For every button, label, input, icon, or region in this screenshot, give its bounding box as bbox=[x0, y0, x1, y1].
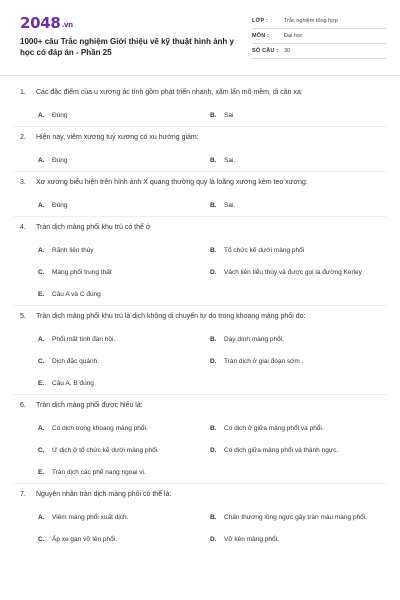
option-letter: E. bbox=[38, 468, 45, 476]
option-letter: C. bbox=[38, 268, 45, 276]
answer-option[interactable] bbox=[38, 356, 210, 366]
question-stem bbox=[14, 178, 386, 192]
question-number: 4. bbox=[20, 224, 26, 231]
option-letter: D. bbox=[210, 268, 217, 276]
option-text: Đúng bbox=[52, 156, 68, 164]
option-letter: A. bbox=[38, 156, 45, 164]
question-stem bbox=[14, 223, 386, 237]
option-text: Sai. bbox=[224, 201, 236, 209]
option-text: Có dịch ở giữa màng phổi và phổi. bbox=[224, 424, 324, 432]
question-item bbox=[14, 395, 386, 484]
answer-options bbox=[14, 245, 386, 299]
answer-option[interactable] bbox=[210, 334, 382, 344]
question-number: 6. bbox=[20, 402, 26, 409]
option-text: Chấn thương lồng ngực gây tràn máu màng phổi. bbox=[224, 513, 368, 521]
answer-option[interactable] bbox=[38, 467, 382, 477]
option-letter: C. bbox=[38, 535, 45, 543]
question-number: 3. bbox=[20, 179, 26, 186]
option-text: Phổi mất tính đàn hồi. bbox=[52, 335, 116, 343]
meta-row bbox=[252, 14, 386, 29]
option-letter: E. bbox=[38, 379, 45, 387]
meta-key: MÔN : bbox=[252, 33, 270, 39]
meta-row bbox=[252, 44, 386, 59]
option-text: Dịch đặc quánh. bbox=[52, 357, 99, 365]
logo-text: 2048 bbox=[20, 14, 61, 32]
option-text: Rãnh liên thùy bbox=[52, 246, 94, 254]
option-letter: A. bbox=[38, 201, 45, 209]
option-letter: D. bbox=[210, 357, 217, 365]
answer-option[interactable] bbox=[210, 423, 382, 433]
option-text: Có dịch giữa màng phổi và thành ngực. bbox=[224, 446, 339, 454]
question-list bbox=[14, 82, 386, 550]
answer-option[interactable] bbox=[38, 512, 210, 522]
answer-option[interactable] bbox=[210, 534, 382, 544]
option-text: Vỡ kén màng phổi. bbox=[224, 535, 279, 543]
answer-option[interactable] bbox=[38, 423, 210, 433]
option-text: Dày dính màng phổi. bbox=[224, 335, 284, 343]
question-text: Hiện nay, viêm xương tuỷ xương có xu hướng giảm: bbox=[36, 134, 199, 141]
option-text: Sai. bbox=[224, 156, 236, 164]
header-divider bbox=[0, 75, 400, 76]
question-stem bbox=[14, 401, 386, 415]
question-item bbox=[14, 172, 386, 217]
option-letter: B. bbox=[210, 335, 217, 343]
meta-value: Trắc nghiệm tổng hợp bbox=[284, 18, 338, 24]
question-text: Xơ xương biểu hiện trên hình ảnh X quang thường quy là loãng xương kèm teo xương: bbox=[36, 179, 308, 186]
answer-option[interactable] bbox=[210, 245, 382, 255]
option-letter: B. bbox=[210, 111, 217, 119]
answer-option[interactable] bbox=[38, 200, 210, 210]
option-text: Có dịch trong khoang màng phổi. bbox=[52, 424, 148, 432]
answer-option[interactable] bbox=[38, 155, 210, 165]
answer-option[interactable] bbox=[38, 378, 382, 388]
option-letter: D. bbox=[210, 446, 217, 454]
meta-row bbox=[252, 29, 386, 44]
answer-options bbox=[14, 334, 386, 388]
question-text: Tràn dịch màng phổi khu trú có thể ở bbox=[36, 224, 151, 231]
question-number: 5. bbox=[20, 313, 26, 320]
answer-options bbox=[14, 512, 386, 544]
option-text: Đúng bbox=[52, 111, 68, 119]
option-letter: B. bbox=[210, 246, 217, 254]
answer-option[interactable] bbox=[38, 334, 210, 344]
option-text: Vách liên tiểu thùy và được gọi là đường Kerley bbox=[224, 268, 362, 276]
question-text: Các đặc điểm của u xương ác tính gồm phát triển nhanh, xâm lấn mô mềm, di căn xa: bbox=[36, 89, 303, 96]
answer-option[interactable] bbox=[38, 245, 210, 255]
answer-option[interactable] bbox=[38, 534, 210, 544]
question-number: 2. bbox=[20, 134, 26, 141]
meta-value: 30 bbox=[284, 48, 291, 54]
answer-option[interactable] bbox=[210, 512, 382, 522]
meta-key: SỐ CÂU : bbox=[252, 48, 279, 54]
answer-option[interactable] bbox=[210, 110, 382, 120]
option-letter: B. bbox=[210, 201, 217, 209]
question-stem bbox=[14, 88, 386, 102]
answer-options bbox=[14, 110, 386, 120]
option-text: Màng phổi trung thất bbox=[52, 268, 112, 276]
document-title: 1000+ câu Trắc nghiệm Giới thiệu về kỹ thuật hình ảnh y học có đáp án - Phần 25 bbox=[20, 37, 234, 57]
option-text: Câu A, B đúng bbox=[52, 379, 94, 387]
question-stem bbox=[14, 490, 386, 504]
option-text: Đúng bbox=[52, 201, 68, 209]
option-letter: A. bbox=[38, 513, 45, 521]
answer-options bbox=[14, 155, 386, 165]
answer-option[interactable] bbox=[38, 267, 210, 277]
option-letter: D. bbox=[210, 535, 217, 543]
question-text: Tràn dịch màng phổi được hiểu là: bbox=[36, 402, 143, 409]
meta-info bbox=[252, 14, 386, 59]
question-number: 7. bbox=[20, 491, 26, 498]
question-item bbox=[14, 127, 386, 172]
document-page bbox=[14, 12, 386, 600]
answer-option[interactable] bbox=[210, 445, 382, 455]
document-header bbox=[14, 12, 386, 70]
logo-suffix: .vn bbox=[61, 21, 73, 29]
option-text: Sai bbox=[224, 111, 234, 119]
question-stem bbox=[14, 133, 386, 147]
question-text: Nguyên nhân tràn dịch màng phổi có thể là: bbox=[36, 491, 172, 498]
option-letter: A. bbox=[38, 111, 45, 119]
option-text: Áp xe gan vỡ lên phổi. bbox=[52, 535, 117, 543]
option-text: Viêm màng phổi xuất dịch. bbox=[52, 513, 129, 521]
option-letter: B. bbox=[210, 424, 217, 432]
option-letter: C. bbox=[38, 357, 45, 365]
question-text: Tràn dịch màng phổi khu trú là dịch không di chuyển tự do trong khoang màng phổi do: bbox=[36, 313, 306, 320]
option-letter: B. bbox=[210, 156, 217, 164]
answer-option[interactable] bbox=[38, 110, 210, 120]
answer-options bbox=[14, 200, 386, 210]
option-text: Câu A và C đúng bbox=[52, 290, 101, 298]
site-logo[interactable] bbox=[20, 14, 73, 32]
question-item bbox=[14, 217, 386, 306]
question-stem bbox=[14, 312, 386, 326]
option-text: Ứ dịch ở tổ chức kẽ dưới màng phổi. bbox=[52, 446, 159, 454]
option-text: Tràn dịch các phế nang ngoại vi. bbox=[52, 468, 146, 476]
option-text: Tràn dịch ở giai đoạn sớm . bbox=[224, 357, 304, 365]
answer-option[interactable] bbox=[210, 356, 382, 366]
question-item bbox=[14, 82, 386, 127]
option-letter: E. bbox=[38, 290, 45, 298]
question-number: 1. bbox=[20, 89, 26, 96]
option-letter: A. bbox=[38, 246, 45, 254]
option-letter: A. bbox=[38, 335, 45, 343]
option-letter: A. bbox=[38, 424, 45, 432]
meta-value: Đại học bbox=[284, 33, 303, 39]
answer-option[interactable] bbox=[38, 289, 382, 299]
answer-option[interactable] bbox=[210, 267, 382, 277]
answer-options bbox=[14, 423, 386, 477]
answer-option[interactable] bbox=[38, 445, 210, 455]
question-item bbox=[14, 306, 386, 395]
option-letter: B. bbox=[210, 513, 217, 521]
option-text: Tổ chức kẽ dưới màng phổi bbox=[224, 246, 305, 254]
meta-key: LỚP : bbox=[252, 18, 268, 24]
answer-option[interactable] bbox=[210, 155, 382, 165]
answer-option[interactable] bbox=[210, 200, 382, 210]
question-item bbox=[14, 484, 386, 550]
option-letter: C. bbox=[38, 446, 45, 454]
